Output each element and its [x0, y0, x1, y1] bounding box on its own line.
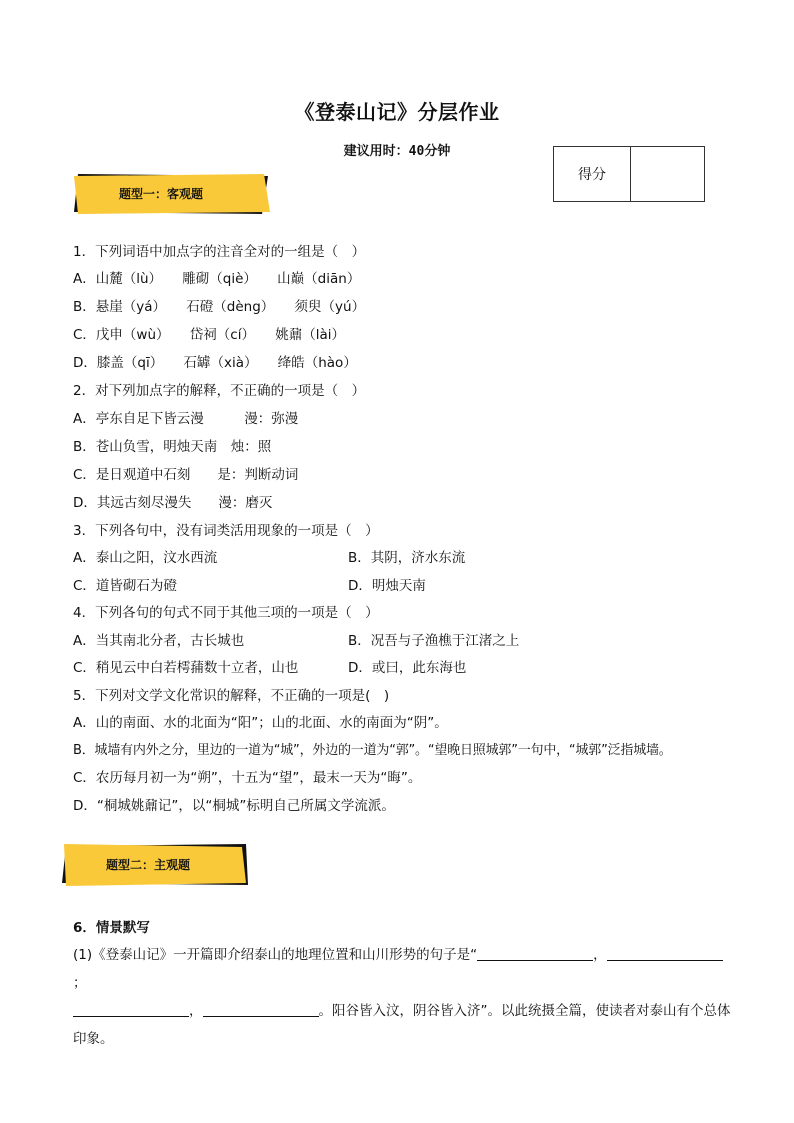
- q6-part1: [73, 941, 733, 1053]
- score-label: 得分: [554, 147, 631, 201]
- q4-option-c: C．稍见云中白若樗蒱数十立者，山也: [73, 660, 299, 676]
- q6-part1-continuation: 。阳谷皆入汶，阴谷皆入济”。以此统摄全篇，使读者对泰山有个总体: [318, 1003, 731, 1019]
- q1-option-d: D．膝盖（qī） 石罅（xià） 绛皓（hào）: [73, 355, 357, 371]
- q3-option-a: A．泰山之阳，汶水西流: [73, 550, 218, 566]
- answer-blank-1[interactable]: [477, 946, 593, 961]
- comma: ，: [189, 1003, 203, 1019]
- q3-option-c: C．道皆砌石为磴: [73, 578, 177, 594]
- q1-option-a: A．山麓（lù） 雕砌（qiè） 山巅（diān）: [73, 271, 361, 287]
- q1-stem: 1．下列词语中加点字的注音全对的一组是（ ）: [73, 244, 366, 260]
- q6-part1-prompt: (1)《登泰山记》一开篇即介绍泰山的地理位置和山川形势的句子是“: [73, 947, 478, 963]
- q2-option-d: D．其远古刻尽漫失 漫：磨灭: [73, 495, 273, 511]
- q3-option-b: B．其阴，济水东流: [348, 550, 466, 566]
- answer-blank-2[interactable]: [607, 946, 723, 961]
- q2-option-b: B．苍山负雪，明烛天南 烛：照: [73, 439, 272, 455]
- section-banner-subjective: [62, 843, 250, 887]
- q1-option-b: B．悬崖（yá） 石磴（dèng） 须臾（yú）: [73, 299, 366, 315]
- q5-option-a: A．山的南面、水的北面为“阳”；山的北面、水的南面为“阴”。: [73, 715, 448, 731]
- q4-stem: 4．下列各句的句式不同于其他三项的一项是（ ）: [73, 605, 379, 621]
- q5-option-c: C．农历每月初一为“朔”，十五为“望”，最末一天为“晦”。: [73, 770, 422, 786]
- semicolon: ；: [73, 975, 87, 991]
- q3-option-d: D．明烛天南: [348, 578, 426, 594]
- q4-option-b: B．况吾与子渔樵于江渚之上: [348, 633, 520, 649]
- page-title: 《登泰山记》分层作业: [294, 100, 500, 124]
- q4-option-a: A．当其南北分者，古长城也: [73, 633, 245, 649]
- section-banner-objective: [72, 172, 272, 216]
- q2-option-a: A．亭东自足下皆云漫 漫：弥漫: [73, 411, 299, 427]
- suggested-time: 建议用时：40分钟: [343, 144, 451, 159]
- section-label-objective: 题型一：客观题: [119, 187, 204, 201]
- q5-option-b: B．城墙有内外之分，里边的一道为“城”，外边的一道为“郭”。“望晚日照城郭”一句中，“城郭”泛指城墙。: [73, 743, 672, 758]
- q3-stem: 3．下列各句中，没有词类活用现象的一项是（ ）: [73, 523, 379, 539]
- section-label-subjective: 题型二：主观题: [106, 858, 191, 872]
- q4-option-d: D．或曰，此东海也: [348, 660, 467, 676]
- q6-stem: 6．情景默写: [73, 920, 150, 936]
- q2-option-c: C．是日观道中石刻 是：判断动词: [73, 467, 299, 483]
- q6-part1-end: 印象。: [73, 1031, 114, 1047]
- answer-blank-3[interactable]: [73, 1002, 189, 1017]
- answer-blank-4[interactable]: [203, 1002, 319, 1017]
- q5-stem: 5．下列对文学文化常识的解释，不正确的一项是( ): [73, 688, 390, 704]
- score-value-cell[interactable]: [631, 147, 704, 201]
- comma: ，: [593, 947, 607, 963]
- q1-option-c: C．戊申（wù） 岱祠（cí） 姚鼐（lài）: [73, 327, 345, 343]
- q2-stem: 2．对下列加点字的解释，不正确的一项是（ ）: [73, 383, 366, 399]
- score-box: [553, 146, 705, 202]
- q5-option-d: D．“桐城姚鼐记”，以“桐城”标明自己所属文学流派。: [73, 798, 395, 814]
